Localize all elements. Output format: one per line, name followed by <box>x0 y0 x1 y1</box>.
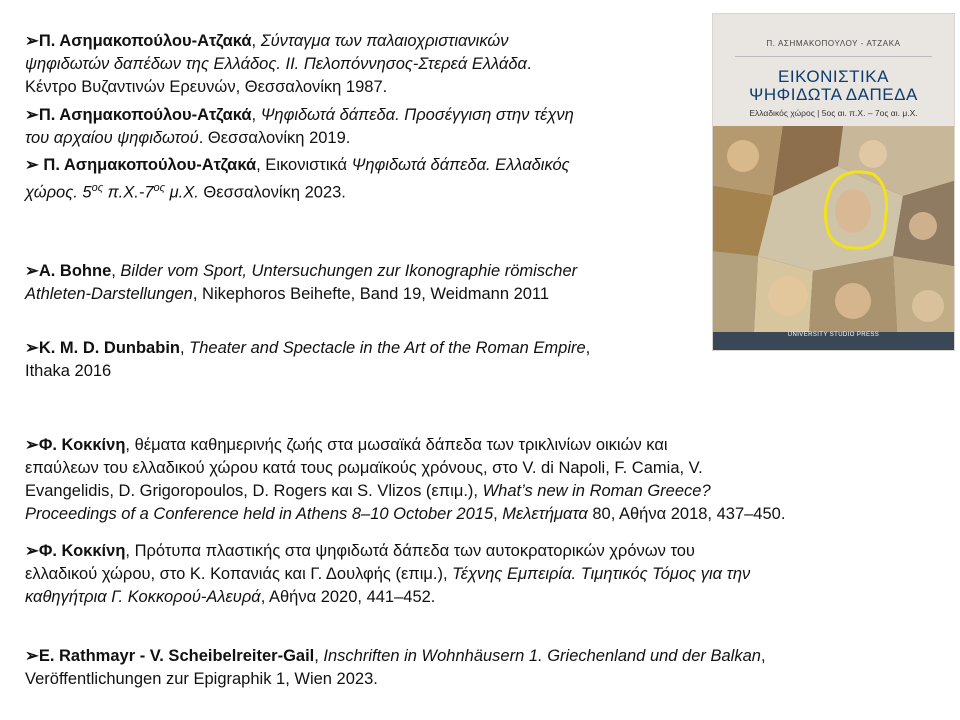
reference-8 <box>25 645 766 691</box>
reference-text: Κέντρο Βυζαντινών Ερευνών, Θεσσαλονίκη 1987. <box>25 78 388 96</box>
reference-5 <box>25 337 590 383</box>
reference-1 <box>25 30 532 99</box>
reference-text: , <box>585 339 591 357</box>
arrow-bullet-icon: ➢ <box>25 542 39 560</box>
reference-title-italic: χώρος. 5 <box>25 183 92 202</box>
reference-title-italic: μ.Χ. <box>165 183 199 202</box>
arrow-bullet-icon: ➢ <box>25 647 39 665</box>
reference-line <box>25 540 750 563</box>
reference-line <box>25 283 577 306</box>
cover-author: Π. ΑΣΗΜΑΚΟΠΟΥΛΟΥ - ΑΤΖΑΚΑ <box>766 39 901 48</box>
arrow-bullet-icon: ➢ <box>25 106 39 124</box>
reference-line <box>25 104 574 127</box>
reference-title-italic: καθηγήτρια Γ. Κοκκορού-Αλευρά <box>25 588 261 606</box>
reference-text: ος <box>153 182 165 194</box>
reference-text: , <box>251 106 261 124</box>
reference-text: , Πρότυπα πλαστικής στα ψηφιδωτά δάπεδα των αυτοκρατορικών χρόνων του <box>125 542 695 560</box>
reference-line <box>25 563 750 586</box>
reference-text: , θέματα καθημερινής ζωής στα μωσαϊκά δάπεδα των τρικλινίων οικιών και <box>125 436 668 454</box>
cover-title <box>713 68 954 104</box>
reference-title-italic: του αρχαίου ψηφιδωτού <box>25 129 199 147</box>
reference-text: , Εικονιστικά <box>256 156 352 174</box>
reference-title-italic: Σύνταγμα των παλαιοχριστιανικών <box>260 32 509 50</box>
reference-text: ος <box>91 182 104 194</box>
reference-title-italic: Inschriften in Wohnhäusern 1. Griechenland und der Balkan <box>323 647 761 665</box>
reference-line <box>25 30 532 53</box>
reference-author: Π. Ασημακοπούλου-Ατζακά <box>38 32 252 50</box>
reference-text: Θεσσαλονίκη 2023. <box>198 183 346 202</box>
cover-publisher: UNIVERSITY STUDIO PRESS <box>787 332 880 338</box>
reference-text: . <box>526 55 532 73</box>
reference-line <box>25 127 574 150</box>
reference-author: Π. Ασημακοπούλου-Ατζακά <box>38 106 252 124</box>
cover-divider <box>735 56 932 57</box>
reference-author: Π. Ασημακοπούλου-Ατζακά <box>43 156 257 174</box>
reference-title-italic: Τέχνης Εμπειρία. Τιμητικός Τόμος για την <box>452 565 751 583</box>
reference-author: K. M. D. Dunbabin <box>38 339 180 357</box>
reference-3 <box>25 154 570 205</box>
reference-line <box>25 668 766 691</box>
reference-4 <box>25 260 577 306</box>
reference-text: , <box>111 262 121 280</box>
reference-author: Φ. Κοκκίνη <box>38 542 126 560</box>
arrow-bullet-icon: ➢ <box>25 262 39 280</box>
reference-line <box>25 360 590 383</box>
reference-title-italic: Ψηφιδωτά δάπεδα. Προσέγγιση στην τέχνη <box>260 106 574 124</box>
cover-subtitle: Ελλαδικός χώρος | 5ος αι. π.Χ. – 7ος αι. μ.Χ. <box>749 108 918 118</box>
reference-text: ελλαδικού χώρου, στο Κ. Κοπανιάς και Γ. Δουλφής (επιμ.), <box>25 565 453 583</box>
arrow-bullet-icon: ➢ <box>25 436 39 454</box>
reference-line <box>25 337 590 360</box>
reference-text: , <box>493 505 503 523</box>
reference-7 <box>25 540 750 609</box>
reference-line <box>25 53 532 76</box>
reference-line <box>25 177 570 205</box>
reference-line <box>25 260 577 283</box>
reference-line <box>25 76 532 99</box>
reference-title-italic: Ψηφιδωτά δάπεδα. Ελλαδικός <box>351 156 570 174</box>
reference-text: , <box>314 647 324 665</box>
reference-6 <box>25 434 785 526</box>
reference-line <box>25 154 570 177</box>
reference-text: . Θεσσαλονίκη 2019. <box>198 129 351 147</box>
reference-text: 80, Αθήνα 2018, 437–450. <box>587 505 786 523</box>
book-cover-image <box>712 13 955 351</box>
reference-line <box>25 457 785 480</box>
reference-title-italic: Proceedings of a Conference held in Athens 8–10 October 2015 <box>25 505 494 523</box>
reference-title-italic: What’s new in Roman Greece? <box>482 482 711 500</box>
reference-text: Evangelidis, D. Grigoropoulos, D. Rogers και S. Vlizos (επιμ.), <box>25 482 483 500</box>
reference-text: , <box>760 647 766 665</box>
reference-text: Ithaka 2016 <box>25 362 112 380</box>
arrow-bullet-icon: ➢ <box>25 339 39 357</box>
reference-title-italic: Bilder vom Sport, Untersuchungen zur Ikonographie römischer <box>120 262 578 280</box>
reference-2 <box>25 104 574 150</box>
reference-text: , <box>251 32 261 50</box>
arrow-bullet-icon: ➢ <box>25 32 39 50</box>
reference-title-italic: Theater and Spectacle in the Art of the Roman Empire <box>189 339 586 357</box>
reference-line <box>25 480 785 503</box>
reference-text: , Αθήνα 2020, 441–452. <box>260 588 436 606</box>
reference-title-italic: Μελετήματα <box>502 505 588 523</box>
arrow-bullet-icon: ➢ <box>25 156 44 174</box>
reference-line <box>25 503 785 526</box>
reference-title-italic: Athleten-Darstellungen <box>25 285 193 303</box>
reference-line <box>25 645 766 668</box>
reference-title-italic: ψηφιδωτών δαπέδων της Ελλάδος. ΙΙ. Πελοπόννησος-Στερεά Ελλάδα <box>25 55 527 73</box>
reference-author: A. Bohne <box>38 262 112 280</box>
cover-title-line-2: ΨΗΦΙΔΩΤΑ ΔΑΠΕΔΑ <box>749 85 918 104</box>
mosaic-collage <box>713 126 954 350</box>
reference-author: E. Rathmayr - V. Scheibelreiter-Gail <box>38 647 315 665</box>
reference-line <box>25 434 785 457</box>
reference-text: επαύλεων του ελλαδικού χώρου κατά τους ρωμαϊκούς χρόνους, στο V. di Napoli, F. Camia, V. <box>25 459 703 477</box>
reference-text: Veröffentlichungen zur Epigraphik 1, Wien 2023. <box>25 670 378 688</box>
reference-line <box>25 586 750 609</box>
cover-title-line-1: ΕΙΚΟΝΙΣΤΙΚΑ <box>778 67 889 86</box>
reference-author: Φ. Κοκκίνη <box>38 436 126 454</box>
reference-title-italic: π.Χ.-7 <box>103 183 154 202</box>
reference-text: , Nikephoros Beihefte, Band 19, Weidmann 2011 <box>192 285 550 303</box>
reference-text: , <box>179 339 190 357</box>
